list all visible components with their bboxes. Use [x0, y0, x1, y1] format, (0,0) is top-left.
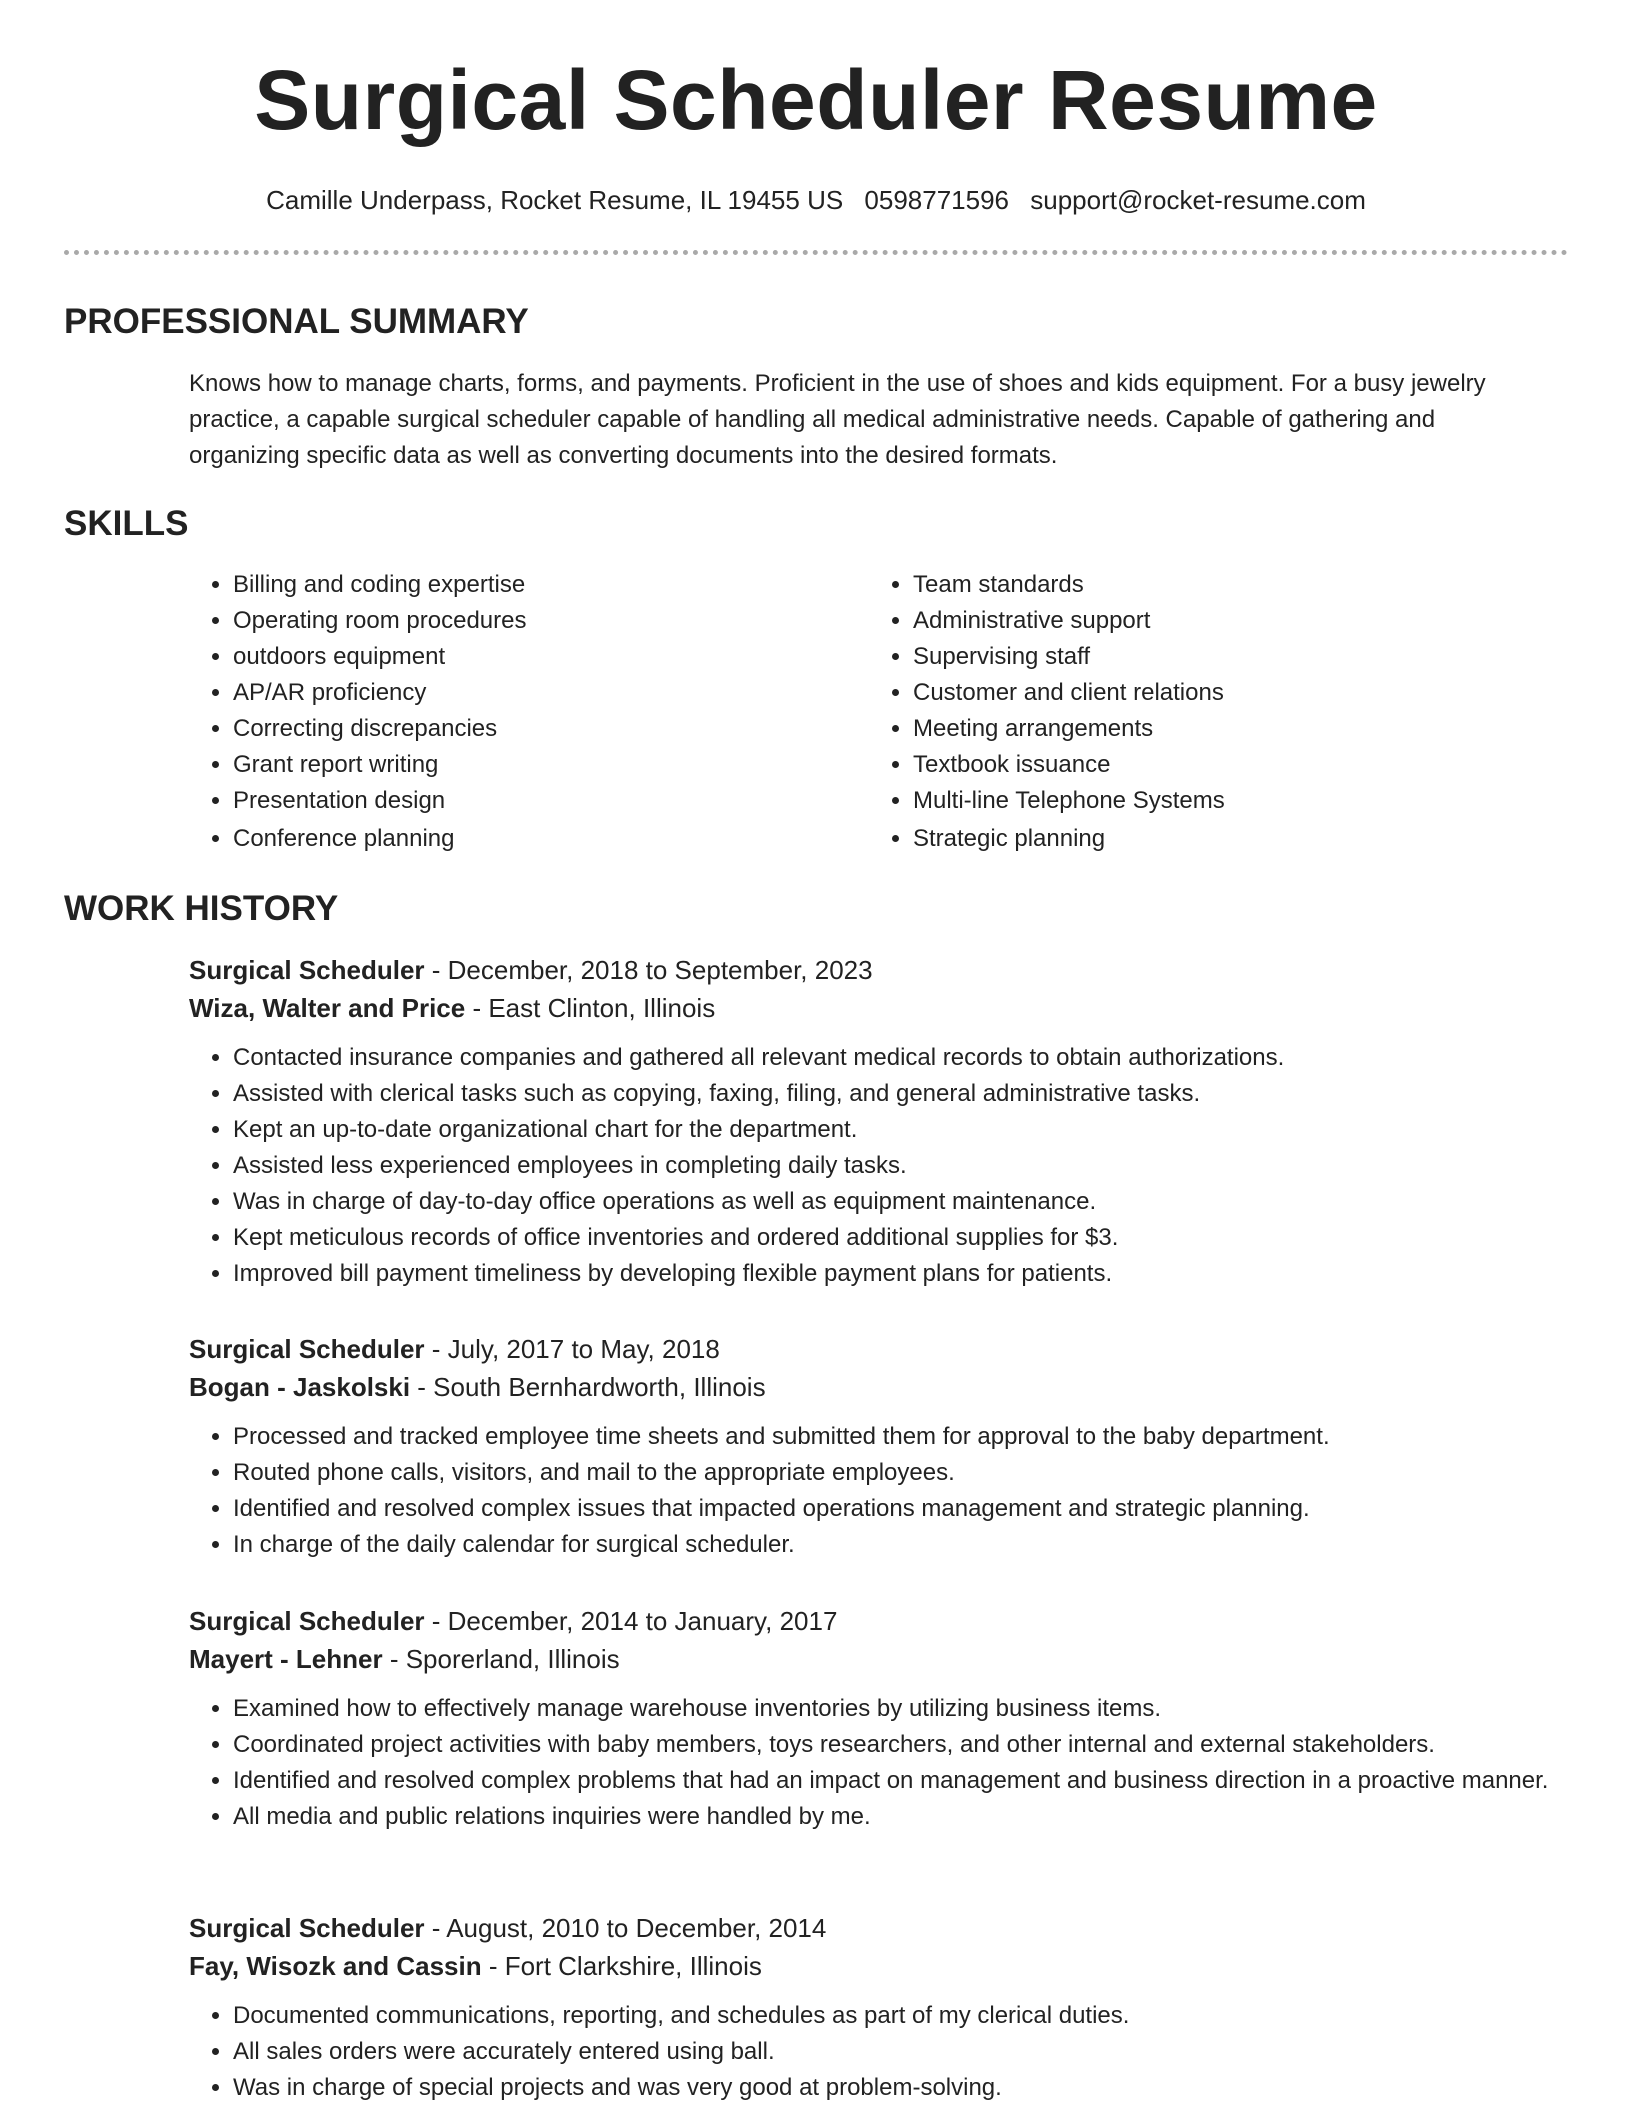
- job-title-line: [189, 1602, 1569, 1640]
- job-entry: [189, 951, 1569, 1292]
- contact-address: Camille Underpass, Rocket Resume, IL 19455 US: [266, 185, 844, 215]
- job-entry: [189, 1909, 1569, 2106]
- resume-title: Surgical Scheduler Resume: [254, 53, 1378, 147]
- job-duties: [189, 1040, 1569, 1292]
- job-duty: • Assisted with clerical tasks such as copying, faxing, filing, and general administrative tasks.: [233, 1076, 1569, 1112]
- skills-list-right: [869, 567, 1509, 857]
- job-company-line: [189, 989, 1569, 1027]
- job-duty: • All media and public relations inquiries were handled by me.: [233, 1799, 1569, 1835]
- skills-heading: SKILLS: [64, 504, 189, 543]
- job-company: Wiza, Walter and Price: [189, 993, 466, 1023]
- job-duty: • Kept meticulous records of office inventories and ordered additional supplies for $3.: [233, 1220, 1569, 1256]
- job-duties: [189, 1419, 1569, 1563]
- skill-item: • Meeting arrangements: [913, 711, 1509, 747]
- job-company: Bogan - Jaskolski: [189, 1372, 411, 1402]
- job-duty: • Documented communications, reporting, and schedules as part of my clerical duties.: [233, 1998, 1569, 2034]
- job-duty: • All sales orders were accurately entered using ball.: [233, 2034, 1569, 2070]
- job-duty: • Was in charge of day-to-day office operations as well as equipment maintenance.: [233, 1184, 1569, 1220]
- job-title-line: [189, 951, 1569, 989]
- skill-item: • Textbook issuance: [913, 747, 1509, 783]
- job-role: Surgical Scheduler: [189, 1913, 425, 1943]
- job-duty: • Kept an up-to-date organizational chart for the department.: [233, 1112, 1569, 1148]
- job-company: Mayert - Lehner: [189, 1644, 383, 1674]
- job-company-line: [189, 1640, 1569, 1678]
- skill-item: • Team standards: [913, 567, 1509, 603]
- skill-item: • outdoors equipment: [233, 639, 829, 675]
- job-location: - Fort Clarkshire, Illinois: [481, 1951, 762, 1981]
- job-company: Fay, Wisozk and Cassin: [189, 1951, 482, 1981]
- skill-item: • Correcting discrepancies: [233, 711, 829, 747]
- job-duty: • Examined how to effectively manage warehouse inventories by utilizing business items.: [233, 1691, 1569, 1727]
- skills-list-left: [189, 567, 829, 857]
- work-history-heading: WORK HISTORY: [64, 889, 339, 928]
- skill-item: • Administrative support: [913, 603, 1509, 639]
- skill-item: • Grant report writing: [233, 747, 829, 783]
- contact-email: support@rocket-resume.com: [1030, 185, 1366, 215]
- job-title-line: [189, 1909, 1569, 1947]
- job-duty: • Coordinated project activities with baby members, toys researchers, and other internal and external stakeholders.: [233, 1727, 1569, 1763]
- job-duty: • Routed phone calls, visitors, and mail to the appropriate employees.: [233, 1455, 1569, 1491]
- job-role: Surgical Scheduler: [189, 1334, 425, 1364]
- job-dates: - December, 2014 to January, 2017: [424, 1606, 838, 1636]
- skill-item: • Conference planning: [233, 821, 829, 857]
- job-company-line: [189, 1368, 1569, 1406]
- skill-item: • Strategic planning: [913, 821, 1509, 857]
- job-entry: [189, 1602, 1569, 1835]
- contact-line: [0, 185, 1632, 216]
- job-duty: • Identified and resolved complex problems that had an impact on management and business direction in a proactive manner.: [233, 1763, 1569, 1799]
- skill-item: • Presentation design: [233, 783, 829, 819]
- summary-text: Knows how to manage charts, forms, and payments. Proficient in the use of shoes and kids equipment. For a busy jewelry practice, a capable surgical scheduler capable of handling all medical administrative needs. Capable of gathering and organizing specific data as well as converting documents into the desired formats.: [189, 370, 1486, 469]
- job-duty: • Was in charge of special projects and was very good at problem-solving.: [233, 2070, 1569, 2106]
- skill-item: • AP/AR proficiency: [233, 675, 829, 711]
- job-duties: [189, 1691, 1569, 1835]
- job-dates: - December, 2018 to September, 2023: [424, 955, 873, 985]
- job-duty: • Improved bill payment timeliness by developing flexible payment plans for patients.: [233, 1256, 1569, 1292]
- job-role: Surgical Scheduler: [189, 955, 425, 985]
- job-duty: • Contacted insurance companies and gathered all relevant medical records to obtain authorizations.: [233, 1040, 1569, 1076]
- job-location: - East Clinton, Illinois: [465, 993, 716, 1023]
- skill-item: • Multi-line Telephone Systems: [913, 783, 1509, 819]
- job-duty: • Identified and resolved complex issues that impacted operations management and strategic planning.: [233, 1491, 1569, 1527]
- skill-item: • Billing and coding expertise: [233, 567, 829, 603]
- summary-heading: PROFESSIONAL SUMMARY: [64, 302, 529, 341]
- skill-item: • Customer and client relations: [913, 675, 1509, 711]
- job-location: - South Bernhardworth, Illinois: [410, 1372, 766, 1402]
- job-duty: • Processed and tracked employee time sheets and submitted them for approval to the baby department.: [233, 1419, 1569, 1455]
- job-title-line: [189, 1330, 1569, 1368]
- skill-item: • Supervising staff: [913, 639, 1509, 675]
- job-dates: - July, 2017 to May, 2018: [424, 1334, 720, 1364]
- skill-item: • Operating room procedures: [233, 603, 829, 639]
- skills-column-right: [869, 567, 1509, 857]
- header-divider: [64, 250, 1568, 255]
- contact-phone: 0598771596: [864, 185, 1010, 215]
- skills-column-left: [189, 567, 829, 857]
- job-dates: - August, 2010 to December, 2014: [424, 1913, 827, 1943]
- job-duty: • In charge of the daily calendar for surgical scheduler.: [233, 1527, 1569, 1563]
- job-role: Surgical Scheduler: [189, 1606, 425, 1636]
- job-location: - Sporerland, Illinois: [382, 1644, 620, 1674]
- job-entry: [189, 1330, 1569, 1563]
- job-duties: [189, 1998, 1569, 2106]
- job-company-line: [189, 1947, 1569, 1985]
- job-duty: • Assisted less experienced employees in completing daily tasks.: [233, 1148, 1569, 1184]
